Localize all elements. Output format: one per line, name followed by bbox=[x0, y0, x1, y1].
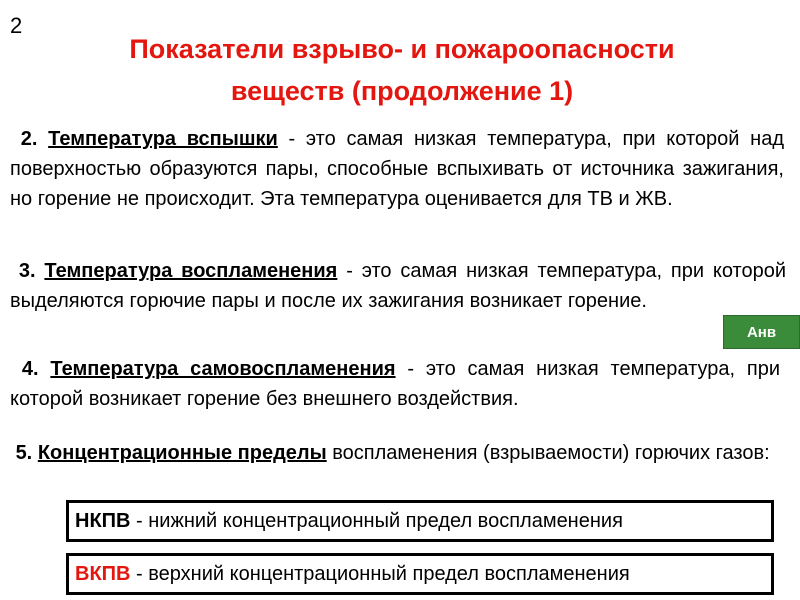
definition-box-nkpv bbox=[66, 500, 774, 542]
term-autoignition-temperature: Температура самовоспламенения bbox=[50, 358, 396, 380]
paragraph-flash-point bbox=[10, 124, 784, 214]
term-flash-point: Температура вспышки bbox=[48, 128, 278, 150]
definition-text: - нижний концентрационный предел воспламенения bbox=[130, 510, 623, 532]
paragraph-text: воспламенения (взрываемости) горючих газов: bbox=[326, 442, 770, 464]
title-line-1: Показатели взрыво- и пожароопасности bbox=[129, 34, 675, 64]
definition-text: - верхний концентрационный предел воспламенения bbox=[130, 563, 630, 585]
term-ignition-temperature: Температура воспламенения bbox=[44, 260, 338, 282]
slide-number: 2 bbox=[10, 13, 23, 38]
definition-box-vkpv bbox=[66, 553, 774, 595]
paragraph-text: - это самая низкая температура, при которой над поверхностью образуются пары, способные вспыхивать от источника зажигания, но горение не происходит. Эта температура оценивается для ТВ и ЖВ. bbox=[10, 128, 784, 210]
paragraph-autoignition-temperature bbox=[10, 354, 780, 414]
slide-title bbox=[40, 28, 764, 112]
definition-abbr: ВКПВ bbox=[75, 563, 131, 585]
paragraph-number: 4. bbox=[21, 358, 39, 380]
paragraph-number: 5. bbox=[15, 442, 33, 464]
term-concentration-limits: Концентрационные пределы bbox=[37, 442, 327, 464]
paragraph-number: 3. bbox=[18, 260, 36, 282]
paragraph-concentration-limits bbox=[10, 438, 770, 468]
paragraph-text: - это самая низкая температура, при которой выделяются горючие пары и после их зажигания возникает горение. bbox=[10, 260, 786, 312]
title-line-2: веществ (продолжение 1) bbox=[230, 76, 574, 106]
paragraph-number: 2. bbox=[20, 128, 38, 150]
definition-abbr: НКПВ bbox=[75, 510, 131, 532]
paragraph-ignition-temperature bbox=[10, 256, 786, 316]
paragraph-text: - это самая низкая температура, при которой возникает горение без внешнего воздействия. bbox=[10, 358, 781, 410]
anv-button[interactable]: Анв bbox=[723, 315, 800, 349]
